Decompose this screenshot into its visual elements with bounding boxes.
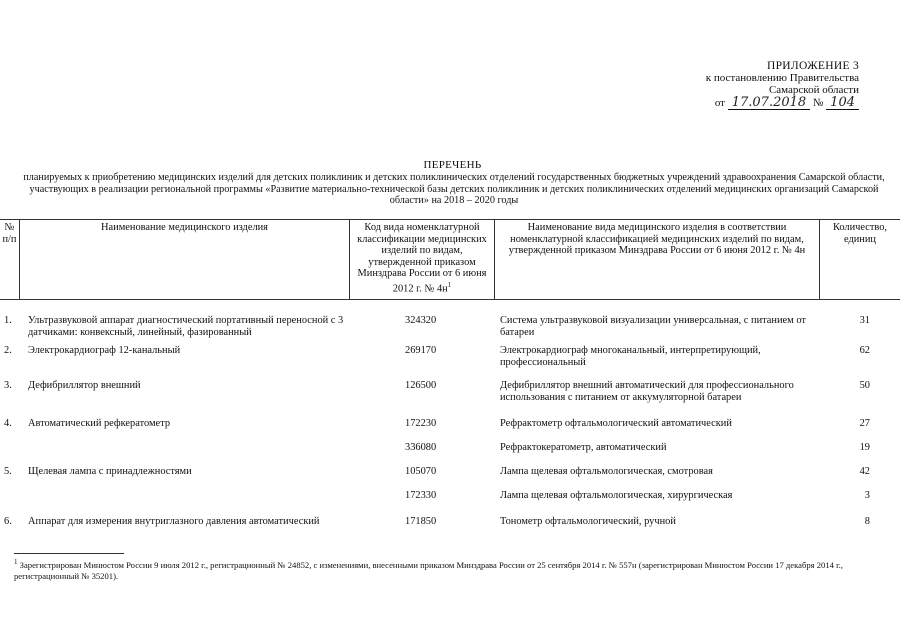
row-description: Рефрактокератометр, автоматический [500,442,667,453]
row-name: Ультразвуковой аппарат диагностический портативный переносной с 3 датчиками: конвексный, линейный, фазированный [28,315,344,338]
handwritten-number: 104 [826,96,859,110]
handwritten-date: 17.07.2018 [728,96,810,110]
row-code: 172330 [405,490,437,501]
row-quantity: 62 [859,345,870,356]
appendix-line-2: Самарской области [768,84,859,96]
appendix-block [659,60,859,110]
row-quantity: 3 [864,490,870,501]
header-code [350,219,495,299]
date-prefix: от [714,97,725,109]
row-number: 2. [4,345,12,356]
document-heading: ПЕРЕЧЕНЬ [423,159,482,171]
row-name: Аппарат для измерения внутриглазного давления автоматический [28,516,320,527]
row-code: 336080 [405,442,437,453]
row-name: Автоматический рефкератометр [28,418,171,429]
row-quantity: 42 [859,466,870,477]
row-number: 5. [4,466,12,477]
row-number: 4. [4,418,12,429]
row-name: Дефибриллятор внешний [28,380,141,391]
header-desc: Наименование вида медицинского изделия в соответствии номенклатурной классификацией медицинских изделий по видам, утвержденной приказом Минздрава России от 6 июня 2012 г. № 4н [495,219,820,299]
row-code: 324320 [405,315,437,326]
appendix-title: ПРИЛОЖЕНИЕ 3 [766,60,859,72]
row-quantity: 27 [859,418,870,429]
footnote [14,557,894,582]
footnote-rule [14,553,124,554]
footnote-text: Зарегистрирован Минюстом России 9 июля 2012 г., регистрационный № 24852, с изменениями, внесенными приказом Минздрава России от 25 сентября 2014 г. № 557н (зарегистрирован Минюстом России 17 декабря 2014 г., регистрационный № 35201). [14,559,843,581]
header-num: № п/п [0,219,20,299]
row-code: 105070 [405,466,437,477]
row-description: Дефибриллятор внешний автоматический для профессионального использования с питанием от аккумуляторной батареи [500,380,794,403]
row-name: Электрокардиограф 12-канальный [28,345,181,356]
header-bottom-rule [0,299,900,300]
row-code: 126500 [405,380,437,391]
row-quantity: 19 [859,442,870,453]
row-quantity: 8 [864,516,870,527]
header-code-text: Код вида номенклатурной классификации медицинских изделий по видам, утвержденной приказом Минздрава России от 6 июня 2012 г. № 4н [357,222,487,294]
row-description: Электрокардиограф многоканальный, интерпретирующий, профессиональный [500,345,761,368]
row-description: Тонометр офтальмологический, ручной [500,516,676,527]
footnote-mark: 1 [14,558,18,566]
row-description: Система ультразвуковой визуализации универсальная, с питанием от батареи [500,315,806,338]
number-prefix: № [812,97,824,109]
row-description: Лампа щелевая офтальмологическая, смотровая [500,466,713,477]
appendix-date-line [659,96,859,110]
row-quantity: 31 [859,315,870,326]
document-intro: планируемых к приобретению медицинских изделий для детских поликлиник и детских поликлинических отделений государственных бюджетных учреждений здравоохранения Самарской области, участвующих в реализации региональной программы «Развитие материально-технической базы детских поликлиник и детских поликлинических отделений медицинских организаций Самарской области» на 2018 – 2020 годы [23,172,885,206]
row-number: 6. [4,516,12,527]
row-number: 1. [4,315,12,326]
row-description: Лампа щелевая офтальмологическая, хирургическая [500,490,733,501]
header-code-footnote-mark: 1 [447,280,452,289]
row-code: 172230 [405,418,437,429]
appendix-line-1: к постановлению Правительства [705,72,859,84]
header-qty: Количество, единиц [832,222,888,245]
row-description: Рефрактометр офтальмологический автоматический [500,418,732,429]
row-name: Щелевая лампа с принадлежностями [28,466,192,477]
row-code: 171850 [405,516,437,527]
row-number: 3. [4,380,12,391]
row-code: 269170 [405,345,437,356]
table-header [0,219,900,299]
row-quantity: 50 [859,380,870,391]
header-name: Наименование медицинского изделия [20,219,350,299]
